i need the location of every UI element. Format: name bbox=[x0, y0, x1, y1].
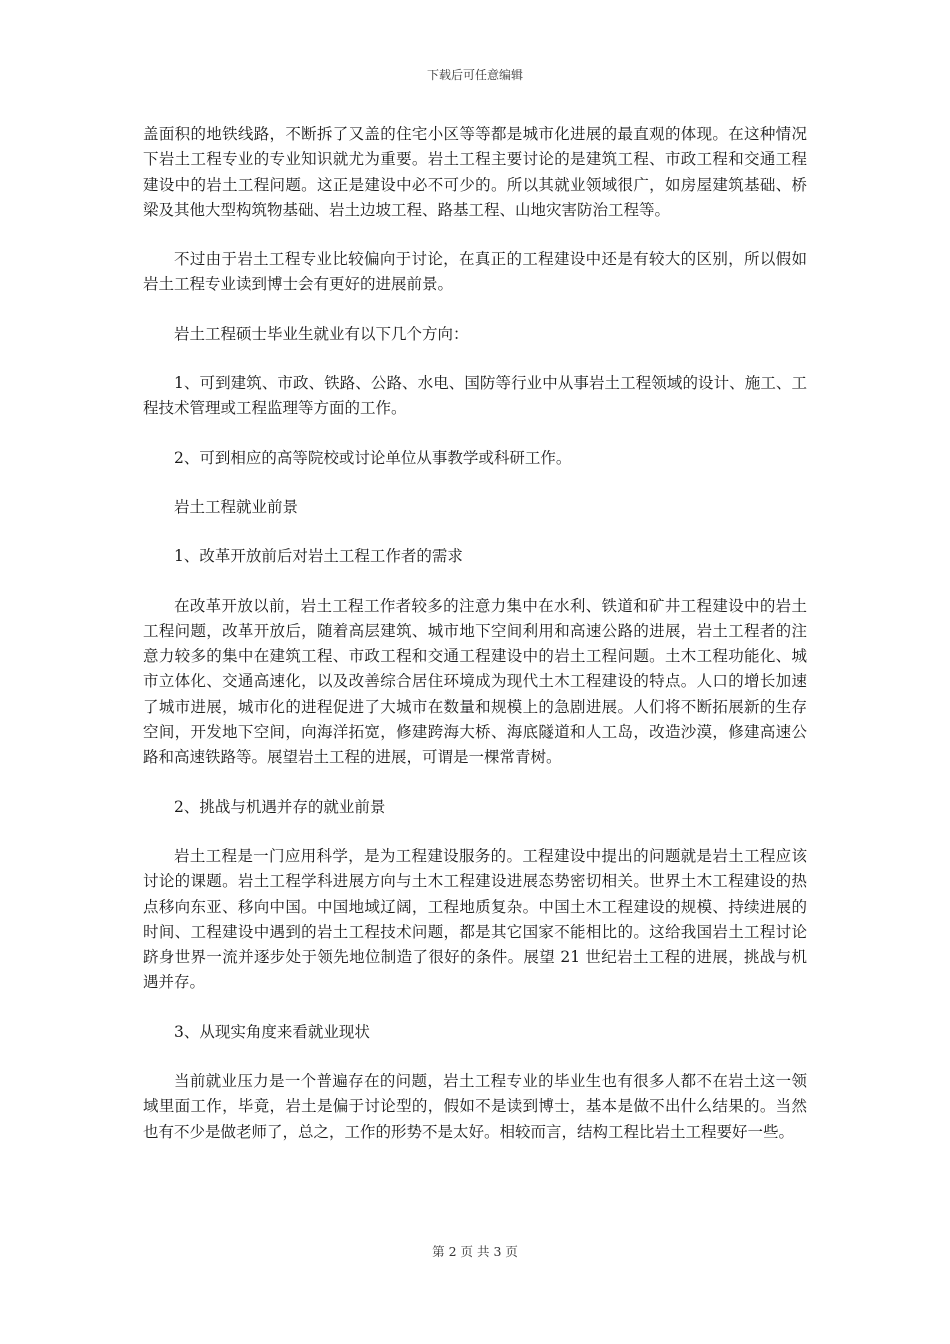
document-body bbox=[143, 122, 807, 1169]
page-header: 下载后可任意编辑 bbox=[426, 68, 523, 82]
subsection-heading: 1、改革开放前后对岩土工程工作者的需求 bbox=[174, 547, 463, 566]
subsection-heading: 3、从现实角度来看就业现状 bbox=[174, 1022, 370, 1041]
list-item: 1、可到建筑、市政、铁路、公路、水电、国防等行业中从事岩土工程领域的设计、施工、工程技术管理或工程监理等方面的工作。 bbox=[143, 374, 807, 418]
paragraph: 不过由于岩土工程专业比较偏向于讨论，在真正的工程建设中还是有较大的区别，所以假如岩土工程专业读到博士会有更好的进展前景。 bbox=[143, 250, 807, 294]
paragraph: 岩土工程是一门应用科学，是为工程建设服务的。工程建设中提出的问题就是岩土工程应该讨论的课题。岩土工程学科进展方向与土木工程建设进展态势密切相关。世界土木工程建设的热点移向东亚、移向中国。中国地域辽阔，工程地质复杂。中国土木工程建设的规模、持续进展的时间、工程建设中遇到的岩土工程技术问题，都是其它国家不能相比的。这给我国岩土工程讨论跻身世界一流并逐步处于领先地位制造了很好的条件。展望 21 世纪岩土工程的进展，挑战与机遇并存。 bbox=[143, 846, 807, 992]
paragraph: 盖面积的地铁线路，不断拆了又盖的住宅小区等等都是城市化进展的最直观的体现。在这种情况下岩土工程专业的专业知识就尤为重要。岩土工程主要讨论的是建筑工程、市政工程和交通工程建设中的岩土工程问题。这正是建设中必不可少的。所以其就业领域很广，如房屋建筑基础、桥梁及其他大型构筑物基础、岩土边坡工程、路基工程、山地灾害防治工程等。 bbox=[143, 125, 807, 219]
section-heading: 岩土工程就业前景 bbox=[174, 497, 299, 516]
page-number: 第 2 页 共 3 页 bbox=[432, 1244, 518, 1259]
paragraph: 岩土工程硕士毕业生就业有以下几个方向： bbox=[174, 324, 469, 343]
paragraph: 在改革开放以前，岩土工程工作者较多的注意力集中在水利、铁道和矿井工程建设中的岩土工程问题，改革开放后，随着高层建筑、城市地下空间利用和高速公路的进展，岩土工程者的注意力较多的集中在建筑工程、市政工程和交通工程建设中的岩土工程问题。土木工程功能化、城市立体化、交通高速化，以及改善综合居住环境成为现代土木工程建设的特点。人口的增长加速了城市进展，城市化的进程促进了大城市在数量和规模上的急剧进展。人们将不断拓展新的生存空间，开发地下空间，向海洋拓宽，修建跨海大桥、海底隧道和人工岛，改造沙漠，修建高速公路和高速铁路等。展望岩土工程的进展，可谓是一棵常青树。 bbox=[143, 596, 807, 767]
paragraph: 当前就业压力是一个普遍存在的问题，岩土工程专业的毕业生也有很多人都不在岩土这一领域里面工作，毕竟，岩土是偏于讨论型的，假如不是读到博士，基本是做不出什么结果的。当然也有不少是做老师了，总之，工作的形势不是太好。相较而言，结构工程比岩土工程要好一些。 bbox=[143, 1072, 807, 1141]
subsection-heading: 2、挑战与机遇并存的就业前景 bbox=[174, 797, 386, 816]
list-item: 2、可到相应的高等院校或讨论单位从事教学或科研工作。 bbox=[174, 448, 572, 467]
